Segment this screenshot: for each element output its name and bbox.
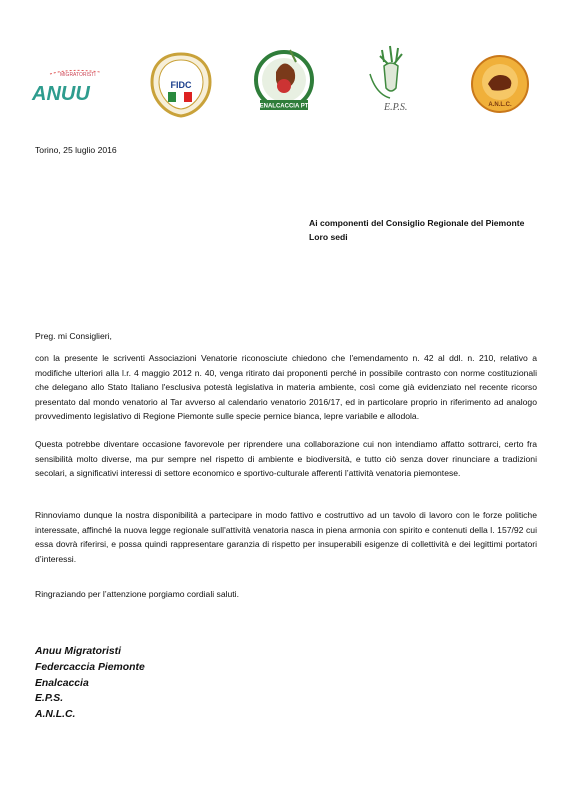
eps-wordmark: E.P.S. (384, 102, 408, 113)
eps-logo (362, 44, 420, 116)
federcaccia-logo (150, 52, 212, 118)
closing-line: Ringraziando per l’attenzione porgiamo cordiali saluti. (35, 589, 239, 599)
fidc-wordmark: FIDC (170, 80, 192, 90)
enalcaccia-wordmark: ENALCACCIA PT (259, 103, 309, 110)
recipient-line-2: Loro sedi (309, 231, 348, 242)
paragraph-2: Questa potrebbe diventare occasione favorevole per riprendere una collaborazione cui non intendiamo affatto sottrarci, certo fra sensibilità molto diverse, ma pur sempre nel rispetto di ambiente e biodiversità, e tutto ciò senza dover rinunciare a tradizioni secolari, a significativi interessi di settore economico e sportivo-culturale afferenti l’attività venatoria piemontese. (35, 439, 537, 478)
signer-anuu: Anuu Migratoristi (35, 646, 122, 657)
recipient-block (309, 217, 524, 244)
anuu-tagline: MIGRATORISTI (60, 72, 96, 78)
paragraph-3: Rinnoviamo dunque la nostra disponibilità a partecipare in modo fattivo e costruttivo ad un tavolo di lavoro con le forze politiche interessate, affinché la nuova legge regionale sull'attività venatoria nasca in piena armonia con spirito e contenuti della l. 157/92 cui essa dovrà riferirsi, e possa quindi rappresentare garanzia di rispetto per insuperabili esigenze di collettività e dei legittimi portatori d’interessi. (35, 510, 537, 564)
anlc-logo (470, 54, 530, 114)
letter-date: Torino, 25 luglio 2016 (35, 145, 117, 155)
salutation: Preg. mi Consiglieri, (35, 331, 112, 341)
anuu-wordmark: ANUU (32, 83, 90, 105)
signatories (35, 644, 145, 723)
recipient-line-1: Ai componenti del Consiglio Regionale del Piemonte (309, 218, 525, 228)
anuu-logo (30, 66, 114, 106)
enalcaccia-logo (252, 46, 316, 116)
anlc-wordmark: A.N.L.C. (488, 102, 512, 108)
signer-federcaccia: Federcaccia Piemonte (35, 661, 145, 673)
paragraph-1: con la presente le scriventi Associazioni Venatorie riconosciute chiedono che l'emendamento n. 42 al ddl. n. 210, relativo a modifiche ulteriori alla l.r. 4 maggio 2012 n. 40, venga ritirato dai proponenti perché in possibile contrasto con norme costituzionali che delegano allo Stato Italiano l'esclusiva potestà legislativa in materia ambiente, così come già evidenziato nel recente ricorso presentato dal mondo venatorio al Tar avverso al calendario venatorio 2016/17, ed in particolare proprio in riferimento ad analogo provvedimento legislativo di Regione Piemonte sulle specie pernice bianca, lepre variabile e allodola. (35, 353, 537, 421)
association-logos (0, 38, 570, 118)
signer-enalcaccia: Enalcaccia (35, 677, 89, 689)
signer-anlc: A.N.L.C. (35, 709, 76, 721)
signer-eps: E.P.S. (35, 693, 64, 705)
